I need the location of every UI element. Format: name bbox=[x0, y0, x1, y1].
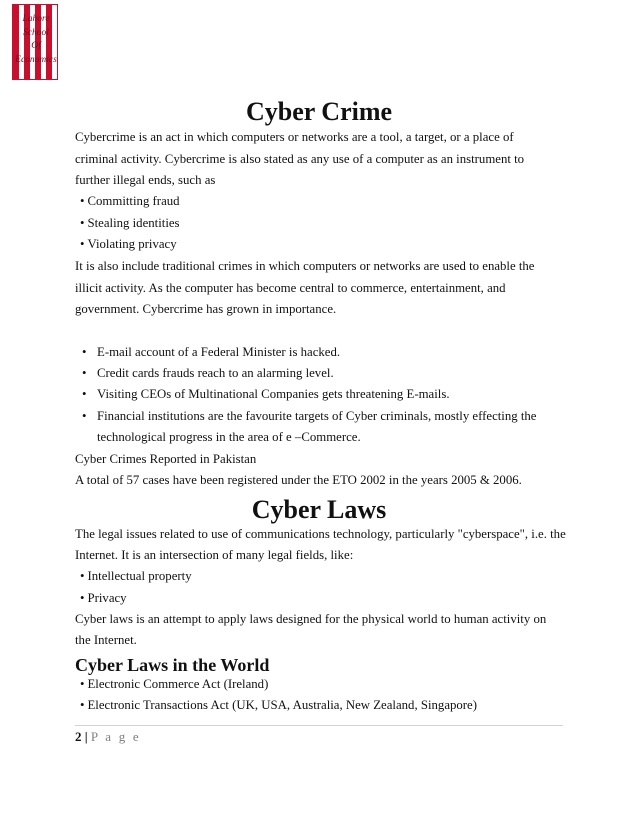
list-item bbox=[82, 408, 537, 424]
list-item-text: Electronic Transactions Act (UK, USA, Australia, New Zealand, Singapore) bbox=[87, 698, 477, 712]
list-item-text: Violating privacy bbox=[87, 237, 177, 251]
list-item bbox=[80, 236, 177, 252]
bullet-icon: • bbox=[82, 345, 87, 359]
list-item-text: Visiting CEOs of Multinational Companies gets threatening E-mails. bbox=[97, 387, 450, 401]
logo-line: School bbox=[23, 27, 49, 38]
logo-line: Economics bbox=[15, 54, 57, 65]
subheading-reported: Cyber Crimes Reported in Pakistan bbox=[75, 452, 257, 466]
bullet-icon: • bbox=[80, 698, 85, 712]
paragraph-line: Internet. It is an intersection of many legal fields, like: bbox=[75, 548, 354, 562]
list-item-text: Credit cards frauds reach to an alarming level. bbox=[97, 366, 334, 380]
list-item bbox=[80, 676, 268, 692]
bullet-icon: • bbox=[80, 216, 85, 230]
paragraph-line: the Internet. bbox=[75, 633, 137, 647]
paragraph-line: Cyber laws is an attempt to apply laws designed for the physical world to human activity on bbox=[75, 612, 547, 626]
paragraph-line: illicit activity. As the computer has become central to commerce, entertainment, and bbox=[75, 281, 506, 295]
list-item-text: Intellectual property bbox=[87, 569, 192, 583]
heading-cyber-laws-world: Cyber Laws in the World bbox=[75, 655, 270, 675]
logo-line: Lahore bbox=[22, 14, 50, 24]
logo-line: Of bbox=[31, 41, 41, 51]
list-item bbox=[80, 193, 180, 209]
list-item-text: Stealing identities bbox=[87, 216, 180, 230]
list-item bbox=[82, 344, 340, 360]
bullet-icon: • bbox=[82, 409, 87, 423]
bullet-icon: • bbox=[80, 569, 85, 583]
bullet-icon: • bbox=[82, 366, 87, 380]
paragraph-line: government. Cybercrime has grown in importance. bbox=[75, 302, 337, 316]
paragraph-line: It is also include traditional crimes in which computers or networks are used to enable the bbox=[75, 259, 535, 273]
bullet-icon: • bbox=[80, 677, 85, 691]
list-item bbox=[82, 365, 334, 381]
school-logo bbox=[12, 4, 58, 80]
list-item bbox=[80, 697, 477, 713]
bullet-icon: • bbox=[80, 591, 85, 605]
list-item bbox=[80, 568, 192, 584]
list-item bbox=[82, 386, 450, 402]
paragraph-line: Cybercrime is an act in which computers or networks are a tool, a target, or a place of bbox=[75, 130, 514, 144]
page-label: P a g e bbox=[90, 729, 141, 744]
page-number: 2 bbox=[75, 729, 82, 744]
footer-divider bbox=[75, 725, 563, 726]
list-item-continuation: technological progress in the area of e –Commerce. bbox=[97, 430, 361, 444]
list-item-text: Electronic Commerce Act (Ireland) bbox=[87, 677, 269, 691]
paragraph-line: A total of 57 cases have been registered under the ETO 2002 in the years 2005 & 2006. bbox=[75, 473, 522, 487]
list-item-text: E-mail account of a Federal Minister is hacked. bbox=[97, 345, 341, 359]
paragraph-line: further illegal ends, such as bbox=[75, 173, 216, 187]
heading-cyber-laws: Cyber Laws bbox=[251, 495, 387, 524]
paragraph-line: The legal issues related to use of communications technology, particularly "cyberspace", i.e. the bbox=[75, 527, 566, 541]
bullet-icon: • bbox=[80, 194, 85, 208]
list-item-text: Committing fraud bbox=[87, 194, 180, 208]
footer-separator: | bbox=[84, 729, 88, 744]
logo-text bbox=[13, 13, 59, 67]
page-footer bbox=[75, 729, 141, 745]
list-item bbox=[80, 590, 127, 606]
list-item-text: Financial institutions are the favourite targets of Cyber criminals, mostly effecting the bbox=[97, 409, 537, 423]
list-item-text: Privacy bbox=[87, 591, 127, 605]
list-item bbox=[80, 215, 180, 231]
heading-cyber-crime: Cyber Crime bbox=[245, 97, 393, 126]
bullet-icon: • bbox=[80, 237, 85, 251]
bullet-icon: • bbox=[82, 387, 87, 401]
paragraph-line: criminal activity. Cybercrime is also stated as any use of a computer as an instrument to bbox=[75, 152, 525, 166]
